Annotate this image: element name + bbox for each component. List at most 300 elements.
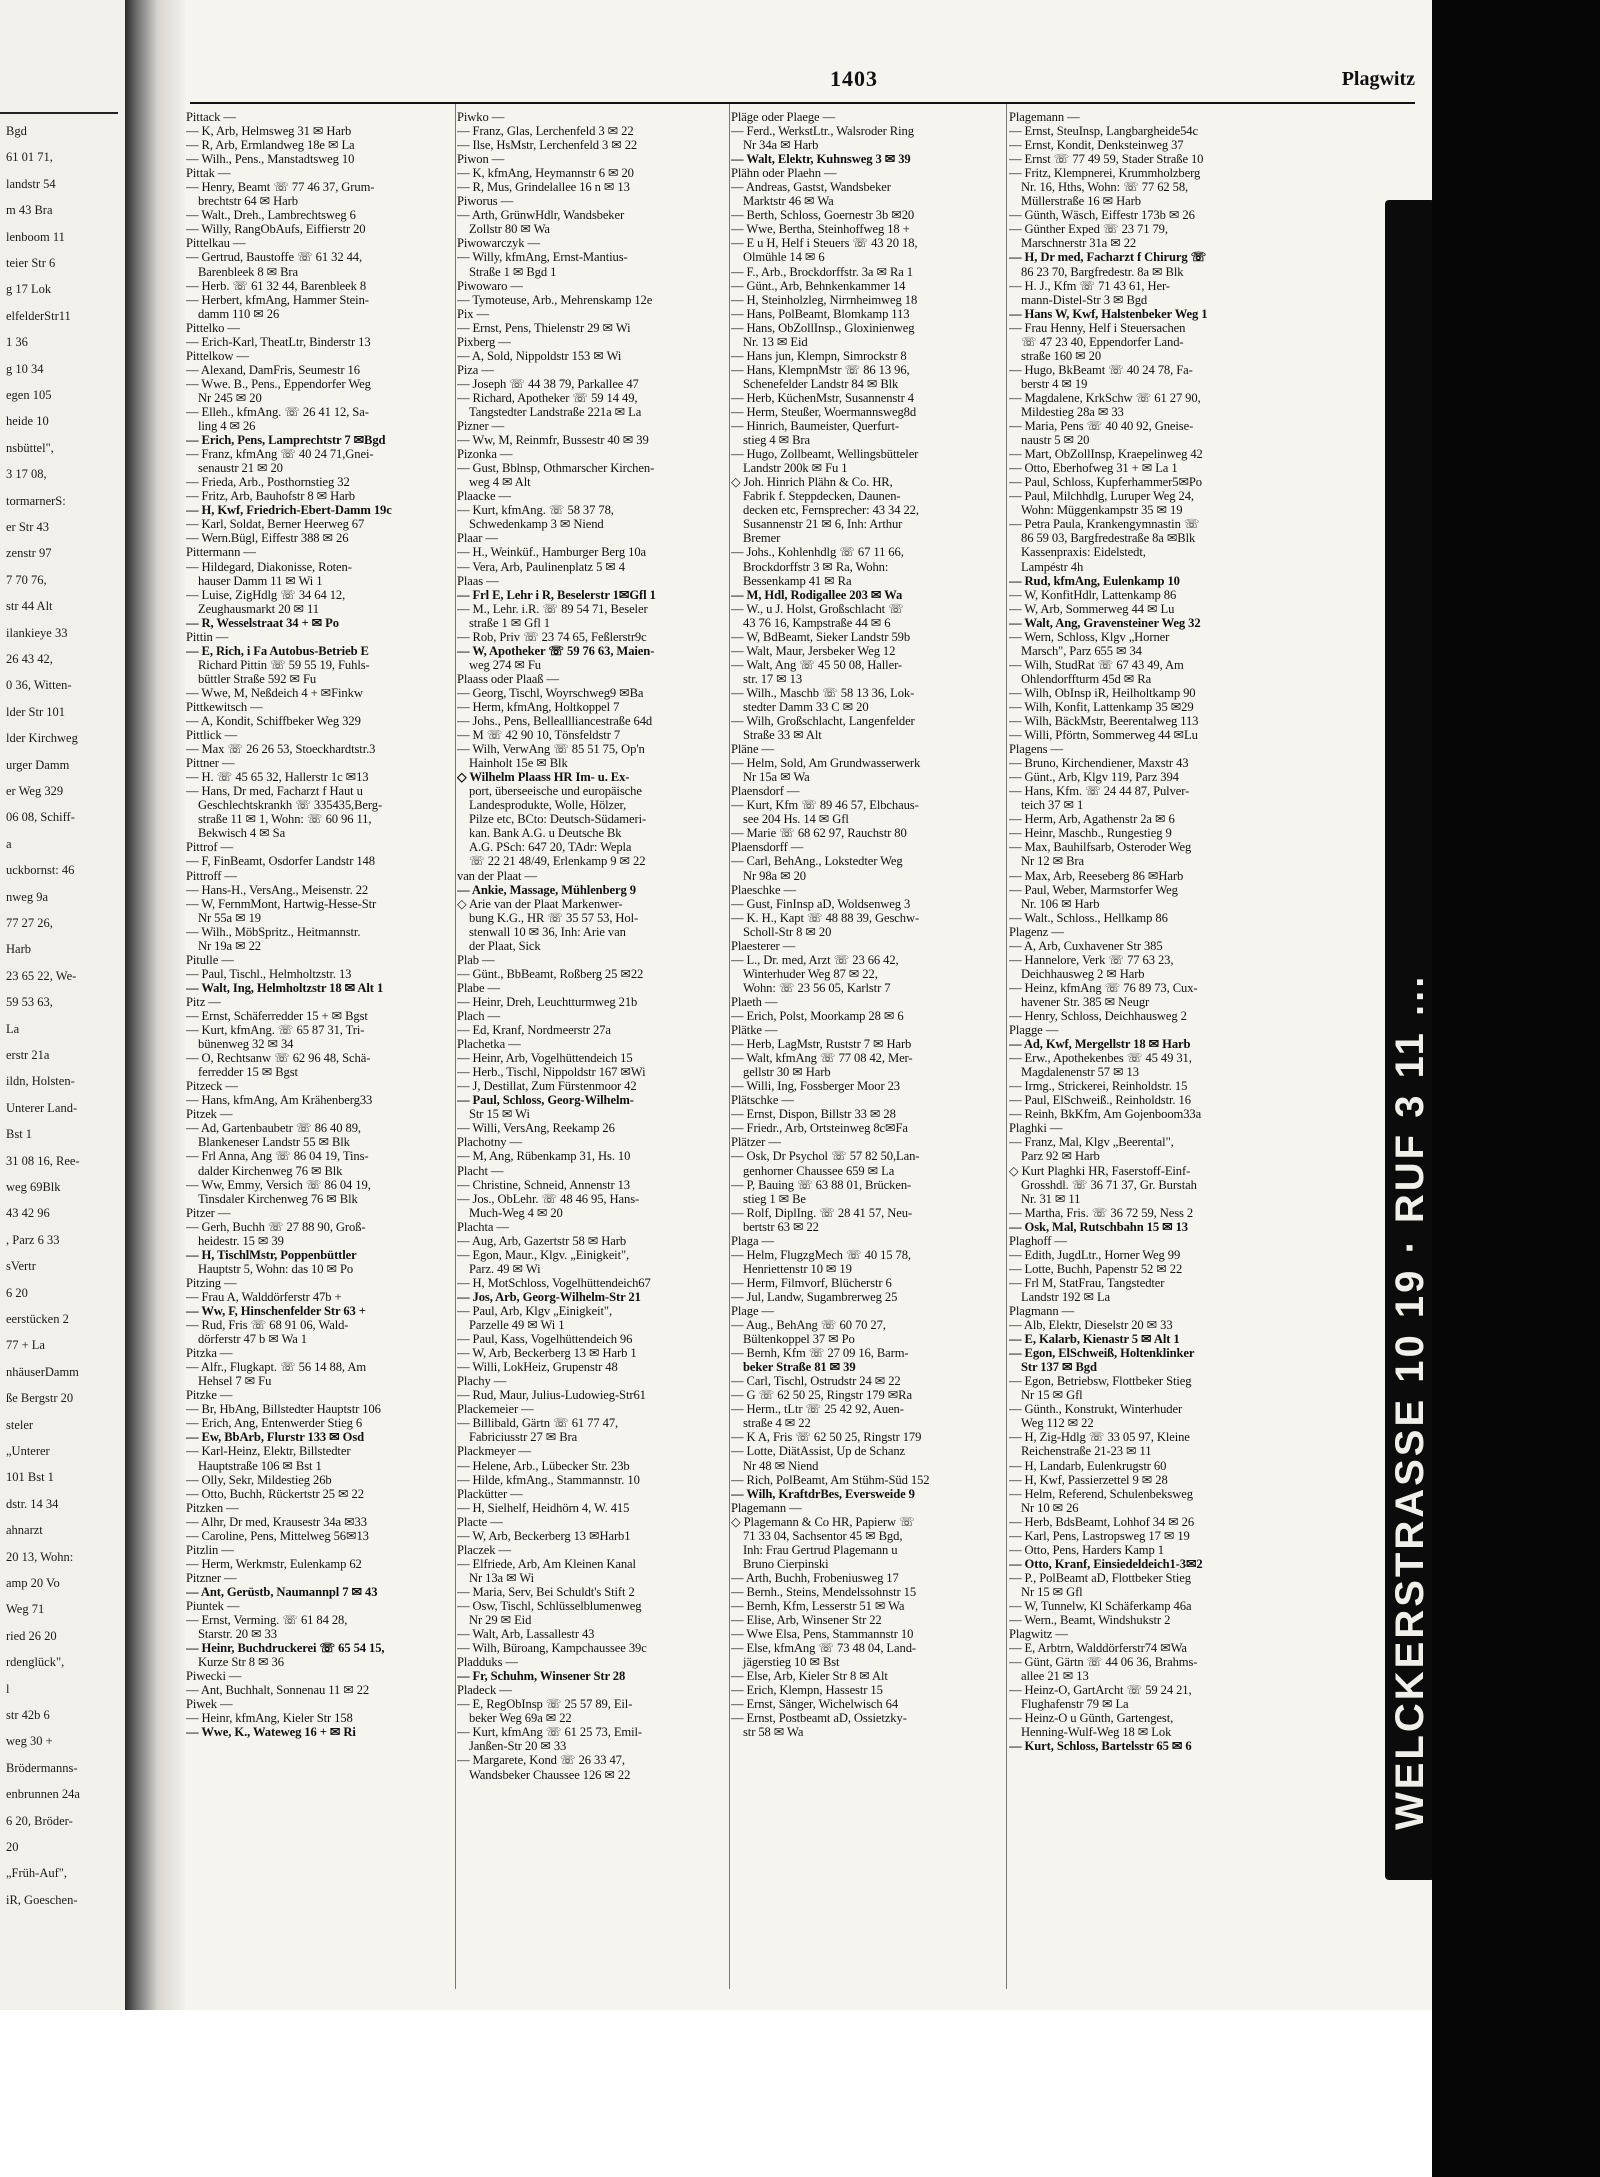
directory-entry-line: — Walt, kfmAng ☏ 77 08 42, Mer- [731,1051,913,1066]
directory-entry-line: Müllerstraße 16 ✉ Harb [1021,194,1141,209]
directory-entry-line: — Paul, Weber, Marmstorfer Weg [1009,882,1178,897]
directory-entry-line: Tangstedter Landstraße 221a ✉ La [469,404,642,419]
directory-entry-line: weg 274 ✉ Fu [469,657,541,672]
directory-entry-line: — Heinr, Dreh, Leuchtturmweg 21b [457,994,638,1009]
directory-entry-line: Kurze Str 8 ✉ 36 [198,1655,284,1670]
directory-entry-line: Plackemeier — [457,1402,534,1417]
directory-entry-line: — Ilse, HsMstr, Lerchenfeld 3 ✉ 22 [457,138,638,153]
directory-entry-line: Hehsel 7 ✉ Fu [198,1374,272,1389]
directory-entry-line: — Elfriede, Arb, Am Kleinen Kanal [457,1556,636,1571]
directory-entry-line: Pläne — [731,742,775,757]
directory-entry-line: — Frl Anna, Ang ☏ 86 04 19, Tins- [186,1149,369,1164]
directory-entry-line: — E, Kalarb, Kienastr 5 ✉ Alt 1 [1009,1332,1180,1347]
directory-entry-line: — Lotte, Buchh, Papenstr 52 ✉ 22 [1009,1261,1183,1276]
facing-page-text-fragment: 06 08, Schiff- [6,810,75,825]
directory-entry-line: — Br, HbAng, Billstedter Hauptstr 106 [186,1402,381,1417]
directory-entry-line: — Hugo, Zollbeamt, Wellingsbütteler [731,447,919,462]
directory-entry-line: Lampéstr 4h [1021,559,1084,574]
directory-entry-line: — Vera, Arb, Paulinenplatz 5 ✉ 4 [457,559,626,574]
directory-entry-line: ling 4 ✉ 26 [198,419,256,434]
directory-entry-line: Nr 98a ✉ 20 [743,868,806,883]
directory-entry-line: — Franz, Mal, Klgv „Beerental", [1009,1135,1174,1150]
directory-entry-line: — H, Dr med, Facharzt f Chirurg ☏ [1009,250,1207,265]
facing-page-text-fragment: 1 36 [6,335,28,350]
directory-entry-line: — Wilh, StudRat ☏ 67 43 49, Am [1009,657,1184,672]
directory-entry-line: — K, kfmAng, Heymannstr 6 ✉ 20 [457,166,634,181]
directory-entry-line: ☏ 47 23 40, Eppendorfer Land- [1021,334,1184,349]
directory-entry-line: Plachotny — [457,1135,523,1150]
facing-page-text-fragment: er Weg 329 [6,784,64,798]
directory-entry-line: Pizonka — [457,447,513,462]
directory-entry-line: — Hans, Kfm. ☏ 24 44 87, Pulver- [1009,784,1190,799]
directory-entry-line: Hauptstr 5, Wohn: das 10 ✉ Po [198,1261,354,1276]
directory-entry-line: — Lotte, DiätAssist, Up de Schanz [731,1444,906,1459]
directory-entry-line: Pitzken — [186,1500,239,1515]
directory-entry-line: — M, Ang, Rübenkamp 31, Hs. 10 [457,1149,631,1164]
directory-entry-line: Piwek — [186,1697,233,1712]
directory-entry-line: — Henry, Beamt ☏ 77 46 37, Grum- [186,180,375,195]
facing-page-text-fragment: 59 53 63, [6,995,53,1010]
directory-entry-line: Barenbleek 8 ✉ Bra [198,264,299,279]
directory-entry-line: — E, Rich, i Fa Autobus-Betrieb E [186,643,369,658]
directory-entry-line: Wohn: ☏ 23 56 05, Karlstr 7 [743,980,891,995]
directory-entry-line: — R, Arb, Ermlandweg 18e ✉ La [186,138,355,153]
directory-entry-line: Nr 34a ✉ Harb [743,138,819,153]
directory-entry-line: — W, BdBeamt, Sieker Landstr 59b [731,629,911,644]
directory-entry-line: — Wilh., Pens., Manstadtsweg 10 [186,152,355,167]
directory-entry-line: Bültenkoppel 37 ✉ Po [743,1332,855,1347]
directory-entry-line: — Herm, Steußer, Woermannsweg8d [731,404,917,419]
directory-entry-line: — Richard, Apotheker ☏ 59 14 49, [457,390,638,405]
directory-entry-line: — Willy, RangObAufs, Eiffierstr 20 [186,222,366,237]
directory-entry-line: — Erw., Apothekenbes ☏ 45 49 31, [1009,1051,1192,1066]
facing-page-text-fragment: 77 + La [6,1338,45,1353]
directory-entry-line: — Heinr, Arb, Vogelhüttendeich 15 [457,1051,633,1066]
directory-entry-line: — Ad, Kwf, Mergellstr 18 ✉ Harb [1009,1037,1191,1052]
directory-entry-line: Pilze etc, BCto: Deutsch-Südameri- [469,812,647,827]
directory-entry-line: stieg 4 ✉ Bra [743,433,810,448]
directory-entry-line: Kassenpraxis: Eidelstedt, [1021,545,1146,560]
directory-entry-line: — Wilh, Büroang, Kampchaussee 39c [457,1641,647,1656]
directory-entry-line: — Wwe. B., Pens., Eppendorfer Weg [186,376,371,391]
directory-entry-line: Pläge oder Plaege — [731,110,836,124]
directory-entry-line: — Herb., Tischl, Nippoldstr 167 ✉Wi [457,1065,646,1080]
facing-page-text-fragment: 43 42 96 [6,1206,50,1221]
directory-entry-line: — Wwe, M, Neßdeich 4 + ✉Finkw [186,685,363,700]
directory-entry-line: Plaar — [457,531,498,546]
directory-entry-line: — Hannelore, Verk ☏ 77 63 23, [1009,952,1174,967]
directory-entry-line: — Arth, Buchh, Frobeniusweg 17 [731,1570,899,1585]
facing-page-text-fragment: 77 27 26, [6,916,53,930]
directory-entry-line: — Alexand, DamFris, Seumestr 16 [186,362,360,377]
directory-entry-line: — Bernh, Kfm ☏ 27 09 16, Barm- [731,1346,909,1361]
directory-entry-line: — Karl, Pens, Lastropsweg 17 ✉ 19 [1009,1528,1190,1543]
directory-entry-line: Marsch", Parz 655 ✉ 34 [1021,643,1142,658]
directory-entry-line: allee 21 ✉ 13 [1021,1669,1089,1684]
directory-entry-line: — W, Tunnelw, Kl Schäferkamp 46a [1009,1598,1192,1613]
directory-entry-line: — F., Arb., Brockdorffstr. 3a ✉ Ra 1 [731,264,914,279]
directory-entry-line: — Herb, KüchenMstr, Susannenstr 4 [731,390,914,405]
facing-page-text-fragment: urger Damm [6,757,70,772]
directory-entry-line: Placte — [457,1514,503,1529]
directory-entry-line: — Günt., Arb, Klgv 119, Parz 394 [1009,770,1179,785]
directory-entry-line: Ohlendorffturm 45d ✉ Ra [1021,671,1152,686]
directory-entry-line: — Günth, Wäsch, Eiffestr 173b ✉ 26 [1009,208,1195,223]
directory-entry-line: — A, Sold, Nippoldstr 153 ✉ Wi [457,348,622,363]
directory-entry-line: — W, Arb, Beckerberg 13 ✉Harb1 [457,1528,631,1543]
facing-page-text-fragment: egen 105 [6,388,52,402]
directory-entry-line: — Erich, Pens, Lamprechtstr 7 ✉Bgd [186,433,386,448]
directory-entry-line: — Otto, Buchh, Rückertstr 25 ✉ 22 [186,1486,364,1501]
directory-entry-line: Pitz — [186,994,221,1009]
facing-page-text-fragment: ße Bergstr 20 [6,1391,74,1406]
facing-page-text-fragment: amp 20 Vo [6,1576,60,1590]
directory-entry-line: Plage — [731,1303,775,1318]
facing-page-text-fragment: lder Kirchweg [6,731,78,746]
directory-entry-line: — Osk, Mal, Rutschbahn 15 ✉ 13 [1009,1219,1189,1234]
directory-entry-line: — Ernst ☏ 77 49 59, Stader Straße 10 [1009,152,1204,167]
directory-entry-line: see 204 Hs. 14 ✉ Gfl [743,812,849,827]
directory-entry-line: — Hans jun, Klempn, Simrockstr 8 [731,348,907,363]
directory-entry-line: beker Straße 81 ✉ 39 [743,1360,856,1375]
directory-entry-line: — Irmg., Strickerei, Reinholdstr. 15 [1009,1079,1188,1094]
directory-entry-line: — Alfr., Flugkapt. ☏ 56 14 88, Am [186,1360,367,1375]
directory-entry-line: — Egon, Betriebsw, Flottbeker Stieg [1009,1374,1192,1389]
directory-entry-line: — Alhr, Dr med, Krausestr 34a ✉33 [186,1514,367,1529]
directory-entry-line: — R, Mus, Grindelallee 16 n ✉ 13 [457,180,630,195]
directory-entry-line: — Hilde, kfmAng., Stammannstr. 10 [457,1472,640,1487]
directory-entry-line: — Rich, PolBeamt, Am Stühm-Süd 152 [731,1472,930,1487]
directory-entry-line: — Heinr, kfmAng, Kieler Str 158 [186,1711,353,1726]
directory-entry-line: — M, Hdl, Rodigallee 203 ✉ Wa [731,587,903,602]
directory-entry-line: — Johs., Kohlenhdlg ☏ 67 11 66, [731,545,904,560]
directory-entry-line: — Elleh., kfmAng. ☏ 26 41 12, Sa- [186,404,369,419]
directory-entry-line: Plagmann — [1009,1303,1075,1318]
directory-entry-line: Mildestieg 28a ✉ 33 [1021,404,1124,419]
directory-entry-line: Bessenkamp 41 ✉ Ra [743,573,852,588]
directory-entry-line: dalder Kirchenweg 76 ✉ Blk [198,1163,343,1178]
directory-entry-line: Susannenstr 21 ✉ 6, Inh: Arthur [743,517,903,532]
directory-entry-line: Plachetka — [457,1037,521,1052]
directory-entry-line: — M ☏ 42 90 10, Tönsfeldstr 7 [457,728,621,743]
directory-entry-line: — G ☏ 62 50 25, Ringstr 179 ✉Ra [731,1388,912,1403]
directory-entry-line: — H, Landarb, Eulenkrugstr 60 [1009,1458,1167,1473]
directory-entry-line: — O, Rechtsanw ☏ 62 96 48, Schä- [186,1051,371,1066]
directory-entry-line: — Otto, Pens, Harders Kamp 1 [1009,1542,1164,1557]
directory-entry-line: — Tymoteuse, Arb., Mehrenskamp 12e [457,292,653,307]
directory-entry-line: Plackmeyer — [457,1444,531,1459]
directory-entry-line: — Herm., tLtr ☏ 25 42 92, Auen- [731,1402,904,1417]
directory-entry-line: straße 1 ✉ Gfl 1 [469,615,550,630]
column-divider [729,104,730,1989]
directory-entry-line: stenwall 10 ✉ 36, Inh: Arie van [469,924,626,939]
directory-entry-line: Pladeck — [457,1683,512,1698]
directory-entry-line: — H., Weinküf., Hamburger Berg 10a [457,545,647,560]
directory-entry-line: — Joseph ☏ 44 38 79, Parkallee 47 [457,376,639,391]
facing-page-text-fragment: landstr 54 [6,176,56,191]
directory-entry-line: — Ed, Kranf, Nordmeerstr 27a [457,1023,611,1038]
directory-entry-line: genhorner Chaussee 659 ✉ La [743,1163,895,1178]
directory-entry-line: Piwon — [457,152,505,167]
directory-entry-line: — Erich, Ang, Entenwerder Stieg 6 [186,1416,363,1431]
directory-entry-line: — F, FinBeamt, Osdorfer Landstr 148 [186,854,375,869]
directory-column-4 [1009,110,1281,1990]
directory-entry-line: — Jul, Landw, Sugambrerweg 25 [731,1289,898,1304]
directory-entry-line: Pittner — [186,756,235,771]
facing-page-fragment [0,0,126,2010]
directory-entry-line: — Hans-H., VersAng., Meisenstr. 22 [186,882,369,897]
directory-entry-line: Marktstr 46 ✉ Wa [743,194,834,209]
directory-entry-line: — Billibald, Gärtn ☏ 61 77 47, [457,1416,619,1431]
directory-entry-line: — H, TischlMstr, Poppenbüttler [186,1247,357,1262]
directory-entry-line: Hauptstraße 106 ✉ Bst 1 [198,1458,322,1473]
directory-entry-line: — Fritz, Arb, Bauhofstr 8 ✉ Harb [186,489,355,504]
directory-entry-line: Straße 33 ✉ Alt [743,728,822,743]
directory-entry-line: Placht — [457,1163,504,1178]
facing-page-text-fragment: teier Str 6 [6,256,56,270]
directory-entry-line: — Herm, Arb, Agathenstr 2a ✉ 6 [1009,812,1175,827]
directory-entry-line: — Walt, Arb, Lassallestr 43 [457,1627,595,1642]
header-rule [190,102,1415,104]
directory-entry-line: Pitzer — [186,1205,231,1220]
directory-entry-line: Pittroff — [186,868,237,883]
directory-entry-line: Nr 15a ✉ Wa [743,770,810,785]
directory-entry-line: Pittack — [186,110,236,124]
facing-page-text-fragment: 31 08 16, Ree- [6,1153,80,1168]
facing-page-text-fragment: 20 [6,1840,19,1854]
directory-entry-line: Nr 55a ✉ 19 [198,910,261,925]
directory-entry-line: — W, Arb, Sommerweg 44 ✉ Lu [1009,601,1175,616]
directory-entry-line: — Margarete, Kond ☏ 26 33 47, [457,1753,625,1768]
directory-entry-line: — Frieda, Arb., Posthornstieg 32 [186,475,350,490]
directory-entry-line: Plaga — [731,1233,775,1248]
directory-entry-line: — Walt, Maur, Jersbeker Weg 12 [731,643,896,658]
directory-entry-line: — Rud, Maur, Julius-Ludowieg-Str61 [457,1388,646,1403]
directory-entry-line: bung K.G., HR ☏ 35 57 53, Hol- [469,910,639,925]
directory-entry-line: 86 59 03, Bargfredestraße 8a ✉Blk [1021,531,1196,546]
directory-entry-line: — Wilh, Großschlacht, Langenfelder [731,714,915,729]
directory-entry-line: Piza — [457,362,494,377]
directory-entry-line: — Marie ☏ 68 62 97, Rauchstr 80 [731,826,907,841]
directory-entry-line: Piwecki — [186,1669,242,1684]
directory-entry-line: — Wwe, K., Wateweg 16 + ✉ Ri [186,1725,356,1740]
directory-entry-line: str. 17 ✉ 13 [743,671,803,686]
facing-page-text-fragment: ildn, Holsten- [6,1074,75,1089]
directory-entry-line: — Hans, Dr med, Facharzt f Haut u [186,784,363,799]
directory-entry-line: — Egon, Maur., Klgv. „Einigkeit", [457,1247,630,1262]
directory-entry-line: van der Plaat — [457,868,537,883]
directory-entry-line: — R, Wesselstraat 34 + ✉ Po [186,615,339,630]
directory-entry-line: Pitzek — [186,1107,233,1122]
directory-entry-line: Plaesterer — [731,938,796,953]
directory-entry-line: — L., Dr. med, Arzt ☏ 23 66 42, [731,952,899,967]
directory-entry-line: — Olly, Sekr, Mildestieg 26b [186,1472,332,1487]
directory-entry-line: Piwowaro — [457,278,523,293]
directory-entry-line: — Walt, Ing, Helmholtzstr 18 ✉ Alt 1 [186,980,384,995]
directory-entry-line: jägerstieg 10 ✉ Bst [743,1655,840,1670]
directory-entry-line: Parz 92 ✉ Harb [1021,1149,1100,1164]
directory-entry-line: Nr 12 ✉ Bra [1021,854,1084,869]
directory-entry-line: straße 4 ✉ 22 [743,1416,811,1431]
directory-entry-line: — Max, Arb, Reeseberg 86 ✉Harb [1009,868,1184,883]
directory-entry-line: Plachy — [457,1374,507,1389]
district-heading: Plagwitz [1341,68,1415,90]
directory-entry-line: Schenefelder Landstr 84 ✉ Blk [743,376,899,391]
directory-entry-line: Olmühle 14 ✉ 6 [743,250,825,265]
directory-entry-line: Much-Weg 4 ✉ 20 [469,1205,563,1220]
directory-entry-line: A.G. PSch: 647 20, TAdr: Wepla [469,840,632,855]
directory-entry-line: Schwedenkamp 3 ✉ Niend [469,517,604,532]
facing-page-text-fragment: a [6,836,12,851]
facing-page-text-fragment: sVertr [6,1259,36,1274]
directory-entry-line: Plätzer — [731,1135,781,1150]
directory-entry-line: Nr. 106 ✉ Harb [1021,896,1100,911]
facing-page-text-fragment: Bgd [6,124,27,138]
directory-entry-line: — Otto, Eberhofweg 31 + ✉ La 1 [1009,461,1178,476]
directory-entry-line: Nr 245 ✉ 20 [198,390,262,405]
directory-entry-line: gellstr 30 ✉ Harb [743,1065,831,1080]
directory-entry-line: — Hans, KlempnMstr ☏ 86 13 96, [731,362,910,377]
scan-dark-margin [1432,0,1600,2177]
directory-entry-line: Straße 1 ✉ Bgd 1 [469,264,557,279]
directory-entry-line: Inh: Frau Gertrud Plagemann u [743,1542,898,1557]
directory-entry-line: Pitzner — [186,1570,237,1585]
directory-entry-line: Plagenz — [1009,924,1064,939]
directory-entry-line: Parzelle 49 ✉ Wi 1 [469,1318,565,1333]
directory-entry-line: ◇ Arie van der Plaat Markenwer- [457,896,623,911]
directory-entry-line: Parz. 49 ✉ Wi [469,1261,541,1276]
directory-entry-line: — Hinrich, Baumeister, Querfurt- [731,419,900,434]
directory-entry-line: Nr 10 ✉ 26 [1021,1500,1079,1515]
directory-entry-line: — Ernst, Schäferredder 15 + ✉ Bgst [186,1009,368,1023]
directory-entry-line: str 58 ✉ Wa [743,1725,804,1740]
directory-entry-line: — Ant, Gerüstb, Naumannpl 7 ✉ 43 [186,1584,378,1599]
directory-entry-line: — Bernh., Steins, Mendelssohnstr 15 [731,1584,917,1599]
directory-entry-line: Plätschke — [731,1093,794,1108]
directory-entry-line: büttler Straße 592 ✉ Fu [198,671,317,686]
directory-entry-line: — Paul, Schloss, Georg-Wilhelm- [457,1093,634,1108]
directory-entry-line: — Osw, Tischl, Schlüsselblumenweg [457,1598,642,1613]
directory-entry-line: Plagens — [1009,742,1064,757]
directory-entry-line: — H, Kwf, Passierzettel 9 ✉ 28 [1009,1472,1168,1487]
directory-entry-line: — H, Sielhelf, Heidhörn 4, W. 415 [457,1500,630,1515]
facing-page-text-fragment: elfelderStr11 [6,308,71,323]
directory-entry-line: — Wern, Schloss, Klgv „Horner [1009,629,1170,644]
directory-entry-line: Janßen-Str 20 ✉ 33 [469,1739,567,1754]
directory-entry-line: — Helene, Arb., Lübecker Str. 23b [457,1458,630,1473]
directory-entry-line: — Hugo, BkBeamt ☏ 40 24 78, Fa- [1009,362,1193,377]
directory-entry-line: — Heinz, kfmAng ☏ 76 89 73, Cux- [1009,980,1198,995]
directory-entry-line: — Gust, Bblnsp, Othmarscher Kirchen- [457,461,655,476]
directory-entry-line: Landstr 200k ✉ Fu 1 [743,461,848,476]
directory-entry-line: Plagwitz — [1009,1627,1068,1642]
directory-entry-line: Plaghoff — [1009,1233,1067,1248]
directory-entry-line: beker Weg 69a ✉ 22 [469,1711,572,1726]
facing-page-text-fragment: 23 65 22, We- [6,968,77,983]
directory-entry-line: Reichenstraße 21-23 ✉ 11 [1021,1444,1152,1459]
directory-entry-line: Pitzlin — [186,1542,234,1557]
directory-entry-line: — Rud, Fris ☏ 68 91 06, Wald- [186,1318,349,1333]
directory-entry-line: — Willi, VersAng, Reekamp 26 [457,1121,615,1136]
directory-entry-line: — Heinr, Buchdruckerei ☏ 65 54 15, [186,1641,385,1656]
facing-page-text-fragment: Bst 1 [6,1127,33,1142]
directory-entry-line: — W, KonfitHdlr, Lattenkamp 86 [1009,587,1177,602]
directory-entry-line: — Ww, M, Reinmfr, Bussestr 40 ✉ 39 [457,433,649,448]
directory-entry-line: — Else, Arb, Kieler Str 8 ✉ Alt [731,1669,888,1684]
directory-entry-line: bünenweg 32 ✉ 34 [198,1037,294,1052]
directory-entry-line: teich 37 ✉ 1 [1021,798,1084,813]
directory-entry-line: hauser Damm 11 ✉ Wi 1 [198,573,323,588]
directory-entry-line: — Kurt, Kfm ☏ 89 46 57, Elbchaus- [731,798,919,813]
directory-entry-line: — Wilh., Maschb ☏ 58 13 36, Lok- [731,685,915,700]
directory-entry-line: — Hans, PolBeamt, Blomkamp 113 [731,306,910,321]
directory-entry-line: Geschlechtskrankh ☏ 335435,Berg- [198,798,383,813]
directory-entry-line: — Kurt, Schloss, Bartelsstr 65 ✉ 6 [1009,1739,1192,1754]
facing-page-text-fragment: Weg 71 [6,1602,45,1617]
directory-entry-line: heidestr. 15 ✉ 39 [198,1233,284,1248]
directory-entry-line: port, überseeische und europäische [469,784,642,799]
directory-entry-line: — Ernst, SteuInsp, Langbargheide54c [1009,124,1198,139]
directory-entry-line: Pitzka — [186,1346,233,1361]
directory-entry-line: Fabrik f. Steppdecken, Daunen- [743,489,901,504]
directory-entry-line: — Paul, Arb, Klgv „Einigkeit", [457,1303,612,1318]
directory-entry-line: Plaeschke — [731,882,796,897]
facing-page-text-fragment: steler [6,1417,34,1432]
directory-entry-line: — Frl E, Lehr i R, Beselerstr 1✉Gfl 1 [457,587,656,602]
directory-entry-line: — Ernst, Kondit, Denksteinweg 37 [1009,138,1184,153]
directory-entry-line: ◇ Kurt Plaghki HR, Faserstoff-Einf- [1009,1163,1191,1178]
directory-entry-line: Plagemann — [1009,110,1080,124]
facing-page-text-fragment: nsbüttel", [6,440,54,455]
directory-entry-line: — Max, Bauhilfsarb, Osteroder Weg [1009,840,1192,855]
directory-entry-line: straße 11 ✉ 1, Wohn: ☏ 60 96 11, [198,812,372,827]
directory-entry-line: ◇ Wilhelm Plaass HR Im- u. Ex- [457,770,630,785]
directory-entry-line: Pittrof — [186,840,234,855]
directory-column-3 [731,110,1003,1990]
directory-entry-line: Str 137 ✉ Bgd [1021,1360,1097,1375]
directory-entry-line: — Else, kfmAng ☏ 73 48 04, Land- [731,1641,916,1656]
directory-entry-line: bertstr 63 ✉ 22 [743,1219,819,1234]
directory-entry-line: Scholl-Str 8 ✉ 20 [743,924,832,939]
directory-entry-line: — Willi, LokHeiz, Grupenstr 48 [457,1360,618,1375]
directory-entry-line: — Osk, Dr Psychol ☏ 57 82 50,Lan- [731,1149,920,1164]
directory-entry-line: — Willi, Ing, Fossberger Moor 23 [731,1079,900,1094]
directory-entry-line: — Hans, kfmAng, Am Krähenberg33 [186,1093,373,1108]
facing-page-text-fragment: dstr. 14 34 [6,1496,59,1511]
facing-page-text-fragment: Brödermanns- [6,1760,78,1775]
directory-entry-line: Pix — [457,306,490,321]
directory-entry-line: ferredder 15 ✉ Bgst [198,1065,298,1080]
directory-entry-line: Nr. 31 ✉ 11 [1021,1191,1081,1206]
directory-entry-line: — Kurt, kfmAng. ☏ 65 87 31, Tri- [186,1023,365,1038]
directory-entry-line: — Ww, Emmy, Versich ☏ 86 04 19, [186,1177,371,1192]
column-divider [1006,104,1007,1989]
facing-page-text-fragment: tormarnerS: [6,493,66,508]
directory-entry-line: — Helm, Referend, Schulenbeksweg [1009,1486,1193,1501]
directory-entry-line: — W, Arb, Beckerberg 13 ✉ Harb 1 [457,1346,637,1361]
directory-entry-line: Starstr. 20 ✉ 33 [198,1627,277,1642]
facing-page-text-fragment: erstr 21a [6,1048,50,1062]
directory-entry-line: — K. H., Kapt ☏ 48 88 39, Geschw- [731,910,920,925]
directory-entry-line: weg 4 ✉ Alt [469,475,531,490]
directory-entry-line: — Fr, Schuhm, Winsener Str 28 [457,1669,626,1684]
directory-entry-line: Bekwisch 4 ✉ Sa [198,826,286,841]
facing-page-text-fragment: weg 69Blk [6,1180,61,1194]
directory-entry-line: Magdalenenstr 57 ✉ 13 [1021,1065,1139,1080]
directory-entry-line: Blankeneser Landstr 55 ✉ Blk [198,1135,350,1150]
directory-entry-line: Plackütter — [457,1486,523,1501]
directory-entry-line: — Maria, Pens ☏ 40 40 92, Gneise- [1009,419,1194,434]
